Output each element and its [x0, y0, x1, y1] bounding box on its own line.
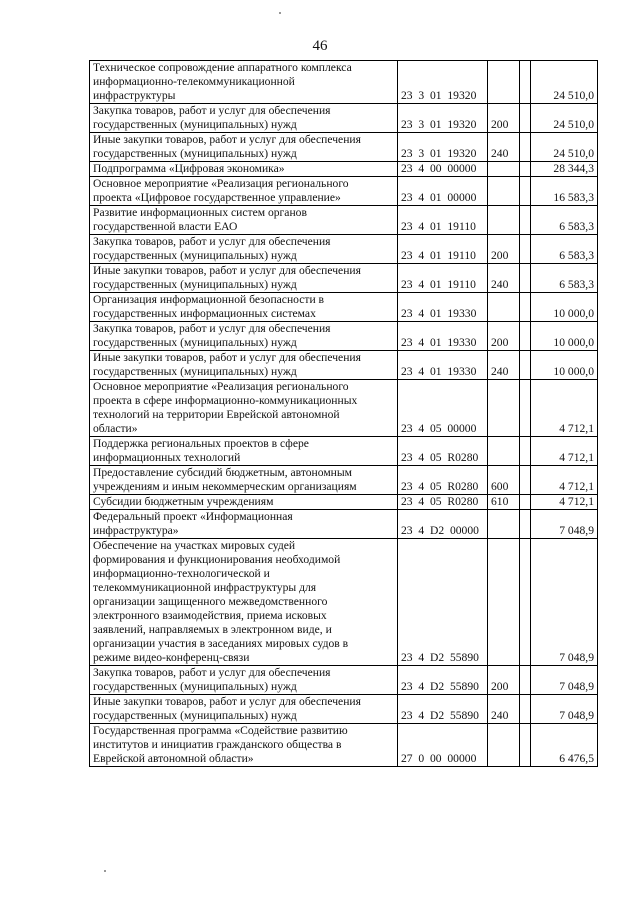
row-target-code: 23 4 01 19330	[398, 351, 488, 380]
row-amount: 10 000,0	[531, 293, 598, 322]
row-expense-type	[488, 206, 520, 235]
table-row	[90, 510, 598, 539]
row-blank-cell	[520, 293, 531, 322]
row-expense-type: 610	[488, 495, 520, 510]
row-target-code: 23 4 00 00000	[398, 162, 488, 177]
row-name: Закупка товаров, работ и услуг для обеспечения государственных (муниципальных) нужд	[90, 235, 398, 264]
page-number: 46	[312, 38, 328, 54]
row-name: Закупка товаров, работ и услуг для обеспечения государственных (муниципальных) нужд	[90, 666, 398, 695]
row-target-code: 23 4 D2 55890	[398, 666, 488, 695]
row-amount: 6 476,5	[531, 724, 598, 767]
row-target-code: 23 4 D2 55890	[398, 695, 488, 724]
budget-table	[89, 60, 598, 767]
row-amount: 10 000,0	[531, 351, 598, 380]
row-amount: 7 048,9	[531, 539, 598, 666]
table-row	[90, 695, 598, 724]
row-name: Основное мероприятие «Реализация регионального проекта «Цифровое государственное управление»	[90, 177, 398, 206]
row-expense-type: 240	[488, 133, 520, 162]
row-amount: 16 583,3	[531, 177, 598, 206]
row-target-code: 23 4 05 R0280	[398, 437, 488, 466]
table-row	[90, 724, 598, 767]
row-expense-type: 240	[488, 351, 520, 380]
row-amount: 10 000,0	[531, 322, 598, 351]
row-target-code: 23 4 01 00000	[398, 177, 488, 206]
row-blank-cell	[520, 351, 531, 380]
row-target-code: 23 4 01 19330	[398, 322, 488, 351]
table-row	[90, 666, 598, 695]
row-name: Закупка товаров, работ и услуг для обеспечения государственных (муниципальных) нужд	[90, 322, 398, 351]
scan-speck	[279, 12, 281, 14]
row-target-code: 23 3 01 19320	[398, 104, 488, 133]
row-expense-type	[488, 510, 520, 539]
scan-speck	[104, 870, 106, 872]
row-target-code: 23 4 01 19110	[398, 264, 488, 293]
row-blank-cell	[520, 235, 531, 264]
row-amount: 4 712,1	[531, 495, 598, 510]
row-expense-type: 240	[488, 264, 520, 293]
row-expense-type	[488, 380, 520, 437]
row-amount: 7 048,9	[531, 666, 598, 695]
row-name: Развитие информационных систем органов государственной власти ЕАО	[90, 206, 398, 235]
row-target-code: 27 0 00 00000	[398, 724, 488, 767]
row-blank-cell	[520, 162, 531, 177]
row-expense-type	[488, 162, 520, 177]
row-expense-type	[488, 724, 520, 767]
row-blank-cell	[520, 495, 531, 510]
row-expense-type: 200	[488, 666, 520, 695]
row-blank-cell	[520, 695, 531, 724]
row-blank-cell	[520, 510, 531, 539]
row-name: Поддержка региональных проектов в сфере информационных технологий	[90, 437, 398, 466]
row-blank-cell	[520, 666, 531, 695]
row-amount: 4 712,1	[531, 380, 598, 437]
row-name: Закупка товаров, работ и услуг для обеспечения государственных (муниципальных) нужд	[90, 104, 398, 133]
row-target-code: 23 4 D2 00000	[398, 510, 488, 539]
table-row	[90, 133, 598, 162]
row-name: Основное мероприятие «Реализация регионального проекта в сфере информационно-коммуникационных технологий на территории Еврейской автономной области»	[90, 380, 398, 437]
row-expense-type	[488, 293, 520, 322]
row-blank-cell	[520, 539, 531, 666]
row-amount: 6 583,3	[531, 235, 598, 264]
table-row	[90, 380, 598, 437]
row-expense-type	[488, 437, 520, 466]
table-row	[90, 293, 598, 322]
row-expense-type: 200	[488, 235, 520, 264]
row-blank-cell	[520, 264, 531, 293]
table-row	[90, 351, 598, 380]
table-row	[90, 466, 598, 495]
row-blank-cell	[520, 466, 531, 495]
row-amount: 7 048,9	[531, 695, 598, 724]
row-target-code: 23 4 01 19110	[398, 235, 488, 264]
row-amount: 6 583,3	[531, 264, 598, 293]
row-amount: 24 510,0	[531, 104, 598, 133]
row-amount: 28 344,3	[531, 162, 598, 177]
table-row	[90, 495, 598, 510]
row-target-code: 23 4 01 19330	[398, 293, 488, 322]
row-expense-type	[488, 61, 520, 104]
row-target-code: 23 4 05 R0280	[398, 466, 488, 495]
row-expense-type: 200	[488, 322, 520, 351]
row-expense-type: 200	[488, 104, 520, 133]
row-expense-type	[488, 177, 520, 206]
row-expense-type	[488, 539, 520, 666]
row-blank-cell	[520, 61, 531, 104]
row-blank-cell	[520, 724, 531, 767]
row-blank-cell	[520, 133, 531, 162]
row-target-code: 23 3 01 19320	[398, 61, 488, 104]
table-row	[90, 177, 598, 206]
row-blank-cell	[520, 177, 531, 206]
row-target-code: 23 4 D2 55890	[398, 539, 488, 666]
row-blank-cell	[520, 104, 531, 133]
row-name: Субсидии бюджетным учреждениям	[90, 495, 398, 510]
row-amount: 24 510,0	[531, 133, 598, 162]
table-row	[90, 162, 598, 177]
row-name: Техническое сопровождение аппаратного комплекса информационно-телекоммуникационной инфраструктуры	[90, 61, 398, 104]
table-row	[90, 235, 598, 264]
row-name: Федеральный проект «Информационная инфраструктура»	[90, 510, 398, 539]
row-name: Предоставление субсидий бюджетным, автономным учреждениям и иным некоммерческим организациям	[90, 466, 398, 495]
table-row	[90, 437, 598, 466]
row-expense-type: 240	[488, 695, 520, 724]
row-name: Обеспечение на участках мировых судей формирования и функционирования необходимой информационно-технологической и телекоммуникационной инфраструктуры для организации защищенного межведомственного электронного взаимодействия, приема исковых заявлений, направляемых в электронном виде, и организации участия в заседаниях мировых судов в режиме видео-конференц-связи	[90, 539, 398, 666]
row-target-code: 23 3 01 19320	[398, 133, 488, 162]
row-amount: 24 510,0	[531, 61, 598, 104]
row-blank-cell	[520, 322, 531, 351]
row-blank-cell	[520, 380, 531, 437]
row-target-code: 23 4 01 19110	[398, 206, 488, 235]
row-name: Иные закупки товаров, работ и услуг для обеспечения государственных (муниципальных) нужд	[90, 695, 398, 724]
table-row	[90, 206, 598, 235]
row-target-code: 23 4 05 00000	[398, 380, 488, 437]
row-name: Иные закупки товаров, работ и услуг для обеспечения государственных (муниципальных) нужд	[90, 351, 398, 380]
table-row	[90, 322, 598, 351]
row-name: Иные закупки товаров, работ и услуг для обеспечения государственных (муниципальных) нужд	[90, 264, 398, 293]
row-name: Государственная программа «Содействие развитию институтов и инициатив гражданского общества в Еврейской автономной области»	[90, 724, 398, 767]
table-row	[90, 61, 598, 104]
table-row	[90, 264, 598, 293]
row-amount: 7 048,9	[531, 510, 598, 539]
row-amount: 4 712,1	[531, 437, 598, 466]
row-name: Иные закупки товаров, работ и услуг для обеспечения государственных (муниципальных) нужд	[90, 133, 398, 162]
row-amount: 6 583,3	[531, 206, 598, 235]
row-blank-cell	[520, 437, 531, 466]
row-amount: 4 712,1	[531, 466, 598, 495]
table-row	[90, 539, 598, 666]
row-name: Подпрограмма «Цифровая экономика»	[90, 162, 398, 177]
row-blank-cell	[520, 206, 531, 235]
table-row	[90, 104, 598, 133]
row-target-code: 23 4 05 R0280	[398, 495, 488, 510]
row-expense-type: 600	[488, 466, 520, 495]
row-name: Организация информационной безопасности в государственных информационных системах	[90, 293, 398, 322]
